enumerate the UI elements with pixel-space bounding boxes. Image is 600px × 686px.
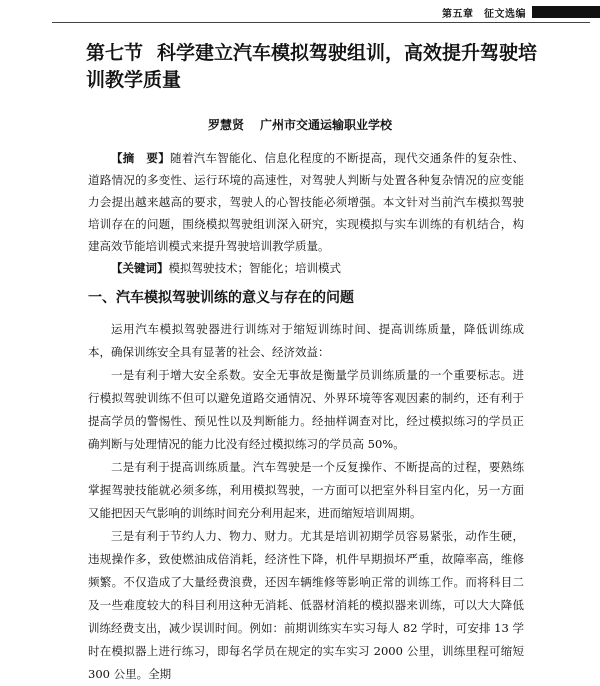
running-title: 第五章 征文选编 (442, 8, 526, 20)
author-affiliation: 广州市交通运输职业学校 (260, 118, 393, 132)
abstract (88, 147, 524, 257)
paragraph: 运用汽车模拟驾驶器进行训练对于缩短训练时间、提高训练质量，降低训练成本，确保训练安全具有显著的社会、经济效益： (88, 322, 524, 359)
author-line (0, 116, 600, 133)
abstract-label: 【摘 要】 (111, 151, 171, 165)
section-number: 第七节 (86, 42, 144, 64)
running-header (0, 3, 600, 21)
paragraph: 三是有利于节约人力、物力、财力。尤其是培训初期学员容易紧张，动作生硬，违规操作多，致使燃油成倍消耗，经济性下降，机件早期损坏严重，故障率高，维修频繁。不仅造成了大量经费浪费，还因车辆维修等影响正常的训练工作。而将科目二及一些难度较大的科目利用这种无消耗、低器材消耗的模拟器来训练，可以大大降低训练经费支出，减少误训时间。例如：前期训练实车实习每人 82 学时，可安排 13 学时在模拟器上进行练习，即每名学员在规定的实车实习 2000 公里，训练里程可缩短 300 公里。全期 (88, 529, 524, 681)
section-title-text: 科学建立汽车模拟驾驶组训，高效提升驾驶培训教学质量 (86, 42, 538, 91)
paragraph: 二是有利于提高训练质量。汽车驾驶是一个反复操作、不断提高的过程，要熟练掌握驾驶技能就必须多练，利用模拟驾驶，一方面可以把室外科目室内化，另一方面又能把因天气影响的训练时间充分利用起来，进而缩短培训周期。 (88, 460, 524, 520)
section-title (86, 40, 556, 94)
keywords-label: 【关键词】 (111, 261, 169, 275)
section-heading: 一、汽车模拟驾驶训练的意义与存在的问题 (88, 290, 354, 306)
keywords (88, 257, 524, 279)
header-black-tab (532, 6, 600, 18)
author-name: 罗慧贤 (207, 118, 244, 132)
paragraph: 一是有利于增大安全系数。安全无事故是衡量学员训练质量的一个重要标志。进行模拟驾驶训练不但可以避免道路交通情况、外界环境等客观因素的制约，还有利于提高学员的警惕性、预见性以及判断能力。经抽样调查对比，经过模拟练习的学员正确判断与处理情况的能力比没有经过模拟练习的学员高 50%。 (88, 368, 524, 451)
body-text (88, 318, 524, 686)
abstract-text: 随着汽车智能化、信息化程度的不断提高，现代交通条件的复杂性、道路情况的多变性、运行环境的高速性，对驾驶人判断与处置各种复杂情况的应变能力会提出越来越高的要求，驾驶人的心智技能必须增强。本文针对当前汽车模拟驾驶培训存在的问题，围绕模拟驾驶组训深入研究，实现模拟与实车训练的有机结合，构建高效节能培训模式来提升驾驶培训教学质量。 (88, 151, 524, 253)
header-divider (52, 22, 590, 23)
keywords-text: 模拟驾驶技术；智能化；培训模式 (168, 261, 341, 275)
